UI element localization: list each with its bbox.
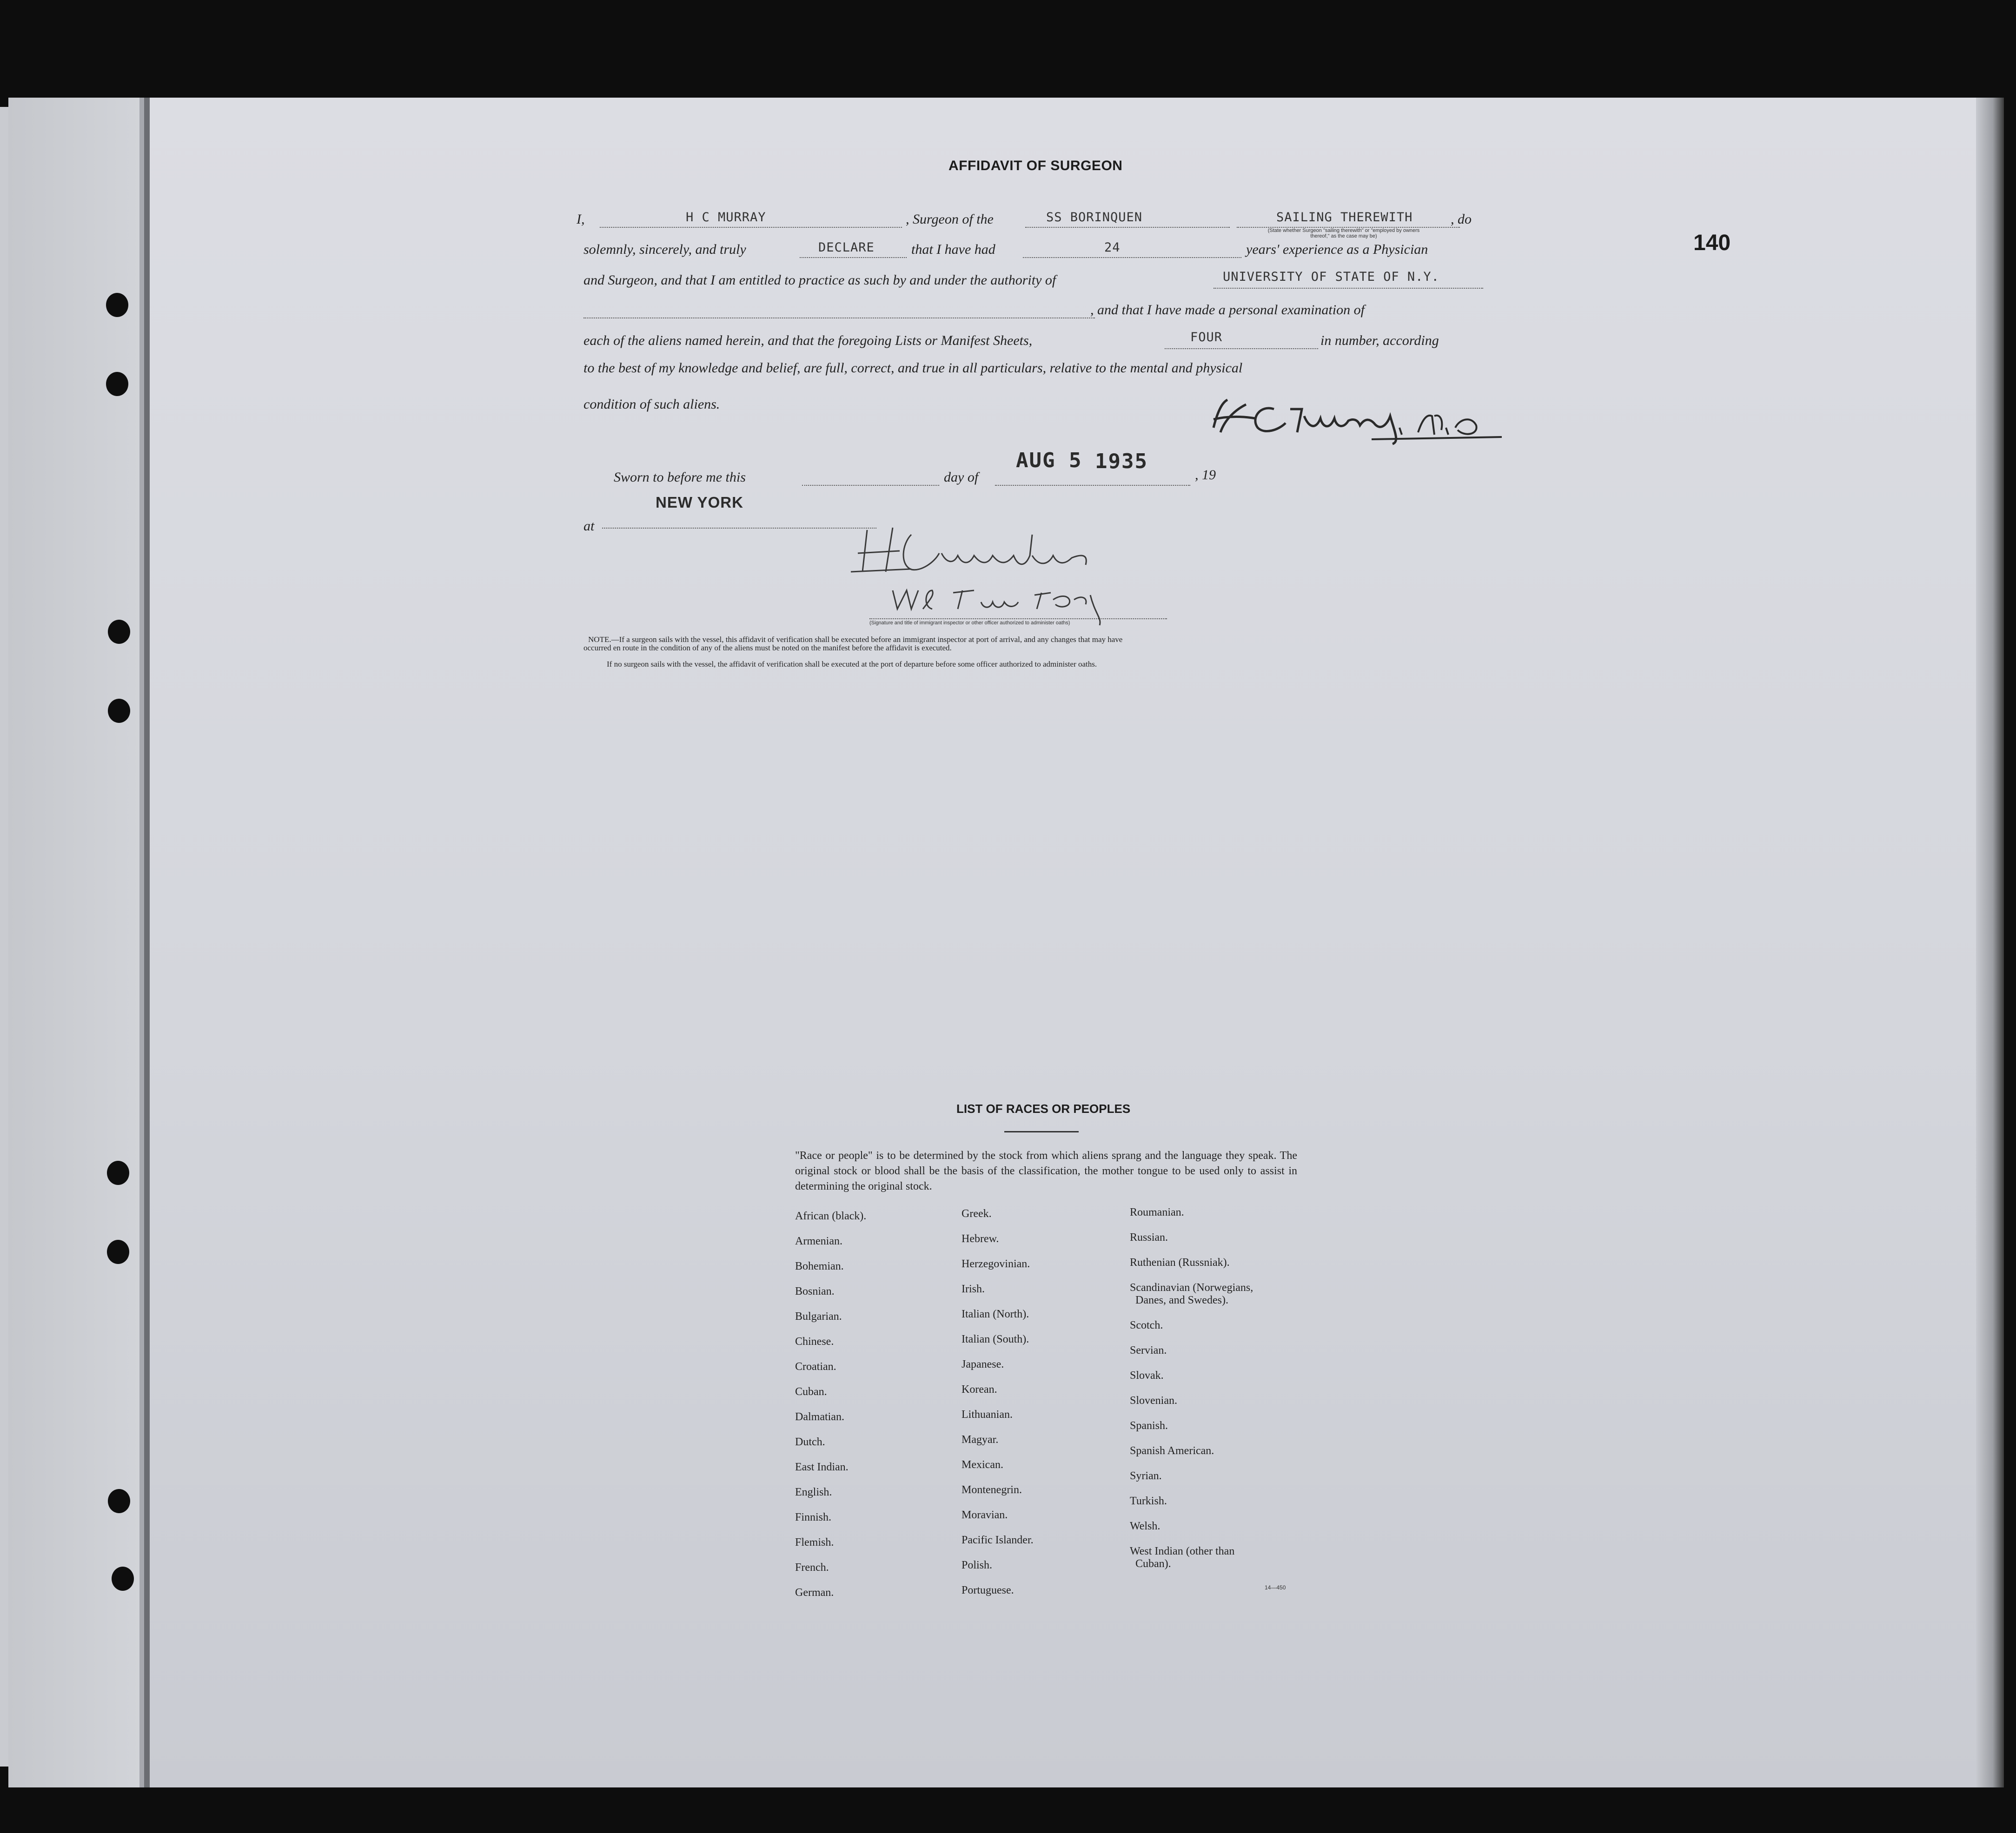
condition-clause: condition of such aliens. — [584, 397, 720, 412]
race-entry: Spanish. — [1130, 1420, 1168, 1432]
race-entry: East Indian. — [795, 1461, 849, 1473]
race-entry: Russian. — [1130, 1231, 1168, 1244]
note-line-3: If no surgeon sails with the vessel, the affidavit of verification shall be executed at the port of departure before some officer authorized to administer oaths. — [607, 660, 1097, 668]
punch-hole — [106, 372, 128, 396]
punch-hole — [107, 1161, 129, 1185]
race-entry: Dalmatian. — [795, 1411, 844, 1423]
races-column-3 — [1130, 1206, 1253, 1573]
race-entry: Hebrew. — [962, 1233, 999, 1245]
declare-value: DECLARE — [818, 240, 875, 255]
note-line-1: NOTE.—If a surgeon sails with the vessel, this affidavit of verification shall be executed before an immigrant inspector at port of arrival, and any changes that may have — [588, 635, 1123, 644]
race-entry: Moravian. — [962, 1509, 1008, 1521]
surgeon-name: H C MURRAY — [686, 210, 766, 225]
inspector-signature — [842, 521, 1176, 628]
page-shadow — [139, 98, 144, 1787]
manifest-page — [139, 98, 2004, 1787]
race-entry: Turkish. — [1130, 1495, 1167, 1507]
race-entry: Finnish. — [795, 1511, 832, 1523]
race-entry: Polish. — [962, 1559, 993, 1571]
race-entry: Mexican. — [962, 1459, 1003, 1471]
status-note: (State whether Surgeon "sailing therewith" or "employed by owners thereof," as the case may be) — [1267, 228, 1420, 239]
at-line — [602, 528, 876, 529]
punch-hole — [108, 620, 130, 644]
punch-hole — [108, 1489, 130, 1513]
race-entry: Armenian. — [795, 1235, 842, 1247]
race-entry: Scotch. — [1130, 1319, 1163, 1331]
page-right-edge — [1976, 98, 2004, 1787]
race-entry: Cuban. — [795, 1386, 827, 1398]
note-line-2: occurred en route in the condition of any of the aliens must be noted on the manifest before the affidavit is executed. — [584, 643, 952, 652]
races-title: LIST OF RACES OR PEOPLES — [956, 1102, 1131, 1116]
race-entry: Dutch. — [795, 1436, 825, 1448]
sheets-value: FOUR — [1190, 330, 1223, 344]
affidavit-prefix-i: I, — [577, 212, 585, 227]
binding-strip — [8, 98, 153, 1787]
page-number: 140 — [1693, 231, 1731, 255]
solemnly-label: solemnly, sincerely, and truly — [584, 242, 746, 257]
punch-hole — [112, 1567, 134, 1591]
punch-hole — [108, 699, 130, 723]
races-intro: "Race or people" is to be determined by the stock from which aliens sprang and the language they speak. The original stock or blood shall be the basis of the classification, the mother tongue to be used only to assist in determining the original stock. — [795, 1150, 1297, 1192]
years-line — [1023, 257, 1241, 258]
inspector-caption: (Signature and title of immigrant inspector or other officer authorized to administer oaths) — [869, 620, 1070, 626]
race-entry: Ruthenian (Russniak). — [1130, 1257, 1230, 1269]
at-label: at — [584, 518, 595, 534]
race-entry: Flemish. — [795, 1536, 834, 1548]
race-entry: Chinese. — [795, 1336, 834, 1348]
race-entry: West Indian (other than Cuban). — [1130, 1545, 1235, 1570]
race-entry: Bulgarian. — [795, 1310, 842, 1323]
vessel-name: SS BORINQUEN — [1046, 210, 1143, 225]
race-entry: Italian (South). — [962, 1333, 1029, 1345]
declare-line — [800, 257, 907, 258]
date-stamp-year: 1935 — [1095, 450, 1148, 473]
race-entry: Syrian. — [1130, 1470, 1162, 1482]
line1-suffix: , do — [1451, 212, 1472, 227]
race-entry: Pacific Islander. — [962, 1534, 1034, 1546]
place-stamp: NEW YORK — [656, 494, 743, 511]
race-entry: Bosnian. — [795, 1285, 835, 1297]
races-title-rule — [1004, 1131, 1079, 1132]
race-entry: Scandinavian (Norwegians, Danes, and Swedes). — [1130, 1282, 1253, 1306]
surgeon-name-line — [600, 227, 902, 228]
authority-line — [1214, 288, 1483, 289]
authority-value: UNIVERSITY OF STATE OF N.Y. — [1223, 270, 1439, 284]
race-entry: Herzegovinian. — [962, 1258, 1030, 1270]
day-of-label: day of — [944, 470, 979, 485]
manifest-sheets-label: each of the aliens named herein, and that the foregoing Lists or Manifest Sheets, — [584, 333, 1033, 348]
race-entry: Italian (North). — [962, 1308, 1029, 1320]
races-column-2 — [962, 1208, 1034, 1609]
race-entry: Korean. — [962, 1383, 997, 1396]
race-entry: Magyar. — [962, 1434, 999, 1446]
race-entry: Montenegrin. — [962, 1484, 1022, 1496]
race-entry: Roumanian. — [1130, 1206, 1184, 1218]
race-entry: Japanese. — [962, 1358, 1004, 1370]
race-entry: Irish. — [962, 1283, 985, 1295]
print-code: 14—450 — [1265, 1584, 1286, 1591]
years-experience-label: years' experience as a Physician — [1246, 242, 1428, 257]
race-entry: German. — [795, 1587, 834, 1599]
that-i-have-had-label: that I have had — [911, 242, 995, 257]
vessel-line — [1025, 227, 1230, 228]
authority-label: and Surgeon, and that I am entitled to practice as such by and under the authority of — [584, 272, 1056, 288]
race-entry: Slovenian. — [1130, 1395, 1177, 1407]
affidavit-title: AFFIDAVIT OF SURGEON — [948, 158, 1123, 173]
years-value: 24 — [1104, 240, 1121, 255]
punch-hole — [107, 1240, 129, 1264]
year-prefix: , 19 — [1195, 467, 1216, 483]
race-entry: Servian. — [1130, 1344, 1167, 1357]
surgeon-status: SAILING THEREWITH — [1276, 210, 1413, 225]
sworn-date-line — [995, 485, 1190, 486]
inspector-signature-line — [869, 618, 1167, 619]
races-column-1 — [795, 1210, 866, 1612]
race-entry: Lithuanian. — [962, 1409, 1013, 1421]
race-entry: Welsh. — [1130, 1520, 1161, 1532]
race-entry: Portuguese. — [962, 1584, 1014, 1596]
sworn-label: Sworn to before me this — [614, 470, 746, 485]
race-entry: French. — [795, 1562, 829, 1574]
race-entry: Bohemian. — [795, 1260, 844, 1272]
race-entry: African (black). — [795, 1210, 867, 1222]
race-entry: Croatian. — [795, 1361, 836, 1373]
punch-hole — [106, 293, 128, 317]
examination-label: , and that I have made a personal examination of — [1090, 302, 1365, 318]
race-entry: Slovak. — [1130, 1370, 1164, 1382]
surgeon-signature — [1204, 390, 1511, 446]
knowledge-clause: to the best of my knowledge and belief, are full, correct, and true in all particulars, relative to the mental and physical — [584, 360, 1243, 376]
in-number-label: in number, according — [1320, 333, 1439, 348]
date-stamp-month-day: AUG 5 — [1016, 449, 1082, 472]
sheets-line — [1165, 348, 1318, 349]
sworn-day-line — [802, 485, 939, 486]
race-entry: English. — [795, 1486, 832, 1498]
surgeon-of-label: , Surgeon of the — [906, 212, 994, 227]
race-entry: Spanish American. — [1130, 1445, 1214, 1457]
race-entry: Greek. — [962, 1208, 992, 1220]
